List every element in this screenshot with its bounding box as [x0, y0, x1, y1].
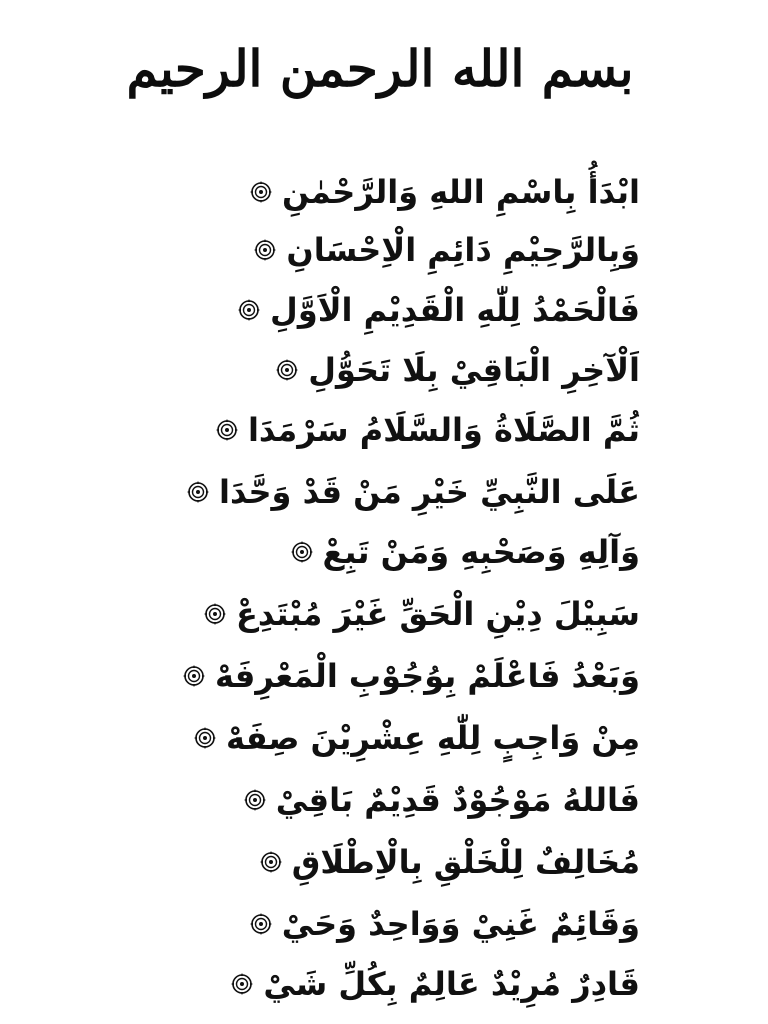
rosette-icon — [250, 913, 272, 935]
verse-text: سَبِيْلَ دِيْنِ الْحَقِّ غَيْرَ مُبْتَدِعْ — [236, 595, 640, 633]
verse-line — [270, 282, 640, 338]
rosette-icon — [204, 603, 226, 625]
verse-line — [140, 222, 640, 278]
verse-line — [140, 586, 640, 642]
verse-text: وَقَائِمٌ غَنِيْ وَوَاحِدٌ وَحَيْ — [281, 905, 640, 943]
verse-text: اَلْآخِرِ الْبَاقِيْ بِلَا تَحَوُّلِ — [308, 351, 640, 389]
verse-line — [140, 710, 640, 766]
verse-line — [140, 956, 640, 1012]
rosette-icon — [216, 419, 238, 441]
verse-line — [140, 342, 640, 398]
rosette-icon — [238, 299, 260, 321]
rosette-icon — [244, 789, 266, 811]
verse-line — [215, 648, 640, 704]
rosette-icon — [187, 481, 209, 503]
verse-line — [140, 464, 640, 520]
rosette-icon — [260, 851, 282, 873]
rosette-icon — [250, 181, 272, 203]
rosette-icon — [194, 727, 216, 749]
rosette-icon — [276, 359, 298, 381]
verse-text: وَبَعْدُ فَاعْلَمْ بِوُجُوْبِ الْمَعْرِفَهْ — [215, 657, 640, 695]
rosette-icon — [291, 541, 313, 563]
verse-text: وَبِالرَّحِيْمِ دَائِمِ الْاِحْسَانِ — [286, 231, 640, 269]
verse-text: مِنْ وَاجِبٍ لِلّٰهِ عِشْرِيْنَ صِفَهْ — [226, 719, 640, 757]
verse-text: عَلَى النَّبِيِّ خَيْرِ مَنْ قَدْ وَحَّدَا — [219, 473, 640, 511]
verse-line — [322, 524, 640, 580]
verse-line — [140, 834, 640, 890]
verse-text: ابْدَأُ بِاسْمِ اللهِ وَالرَّحْمٰنِ — [282, 173, 640, 211]
verse-text: ثُمَّ الصَّلَاةُ وَالسَّلَامُ سَرْمَدَا — [247, 411, 640, 449]
verse-text: قَادِرٌ مُرِيْدٌ عَالِمٌ بِكُلِّ شَيْ — [263, 965, 640, 1003]
rosette-icon — [231, 973, 253, 995]
verse-line — [282, 164, 640, 220]
verse-line — [247, 402, 640, 458]
rosette-icon — [254, 239, 276, 261]
verse-line — [281, 896, 640, 952]
basmala-calligraphy: بسم الله الرحمن الرحيم — [126, 38, 634, 98]
verse-text: فَاللهُ مَوْجُوْدٌ قَدِيْمٌ بَاقِيْ — [275, 781, 640, 819]
verse-list — [0, 150, 768, 1020]
verse-text: مُخَالِفٌ لِلْخَلْقِ بِالْاِطْلَاقِ — [291, 843, 640, 881]
header — [0, 8, 768, 128]
verse-text: وَآلِهِ وَصَحْبِهِ وَمَنْ تَبِعْ — [322, 533, 640, 571]
verse-text: فَالْحَمْدُ لِلّٰهِ الْقَدِيْمِ الْاَوَّلِ — [270, 291, 640, 329]
verse-line — [275, 772, 640, 828]
rosette-icon — [183, 665, 205, 687]
